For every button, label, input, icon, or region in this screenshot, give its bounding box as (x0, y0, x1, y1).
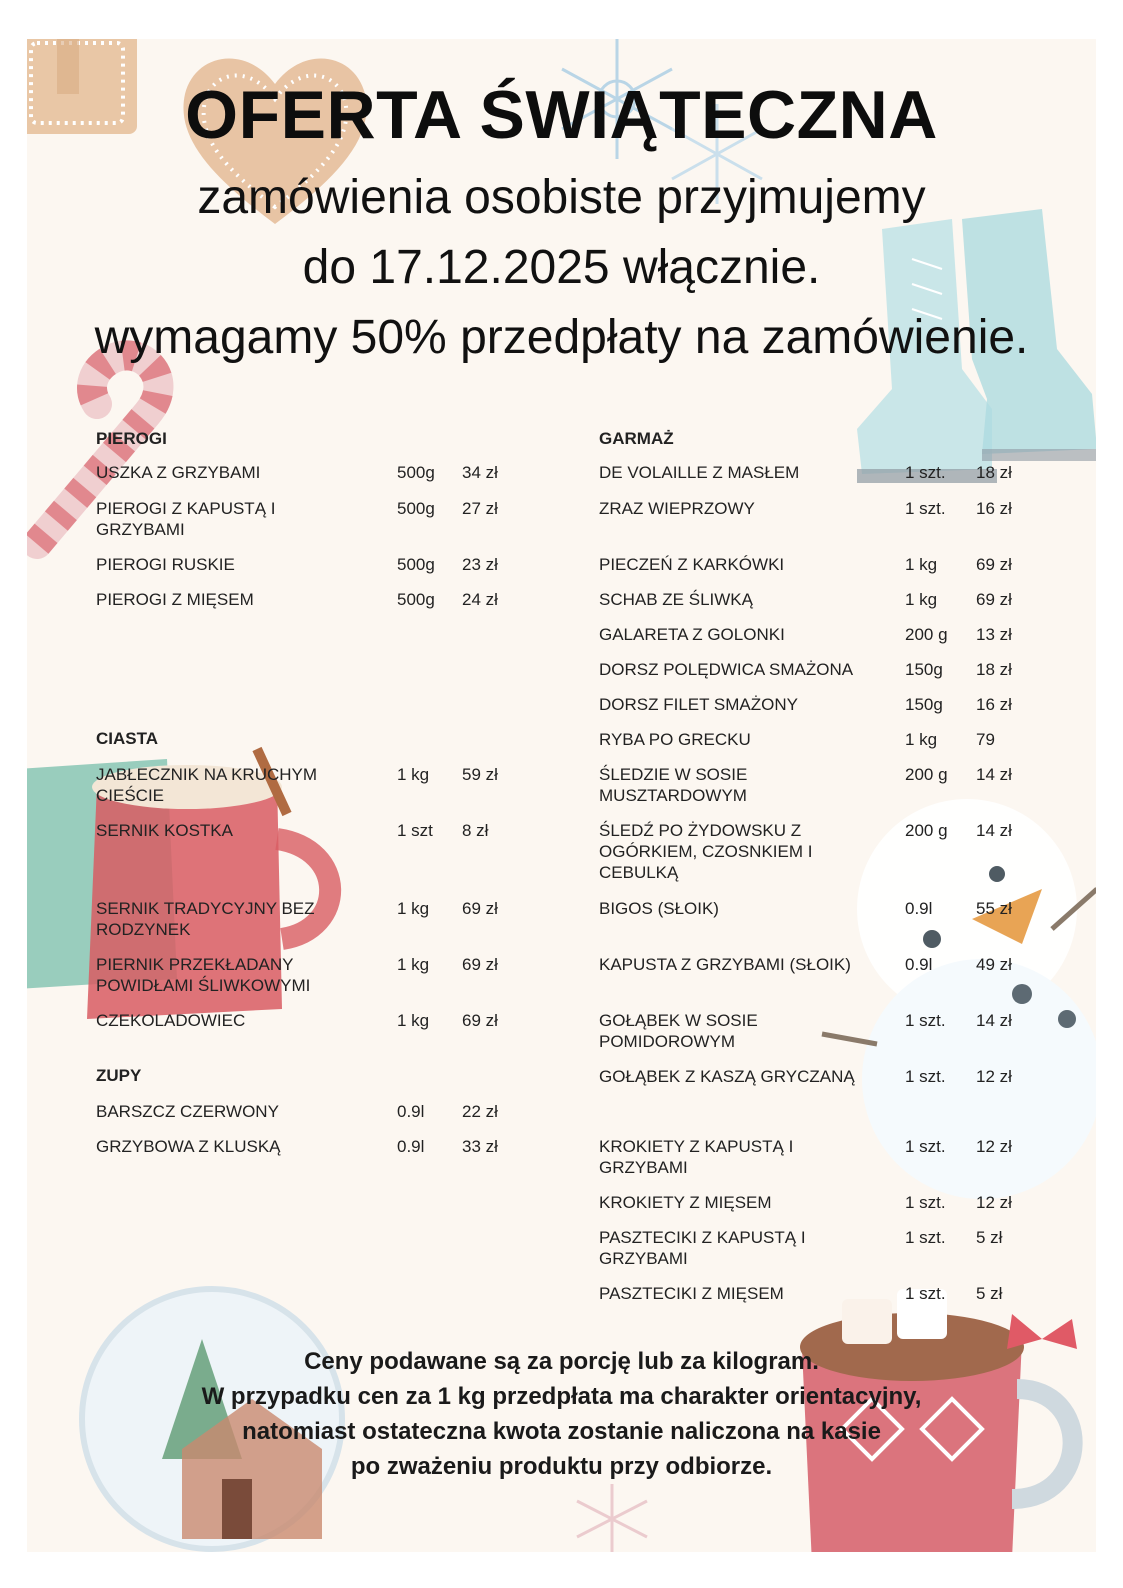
section-heading-zupy: ZUPY (96, 1066, 142, 1085)
item-quantity: 500g (397, 499, 435, 518)
section-heading-garmaz: GARMAŻ (599, 429, 674, 448)
item-quantity: 500g (397, 590, 435, 609)
item-quantity: 0.9l (397, 1137, 425, 1156)
item-name: RYBA PO GRECKU (599, 730, 751, 749)
left-column (96, 39, 516, 1339)
item-quantity: 1 szt (397, 821, 433, 840)
item-quantity: 150g (905, 695, 943, 714)
item-quantity: 200 g (905, 625, 948, 644)
item-quantity: 150g (905, 660, 943, 679)
item-quantity: 1 szt. (905, 1011, 946, 1030)
item-name: DORSZ FILET SMAŻONY (599, 695, 798, 714)
item-price: 18 zł (976, 463, 1012, 482)
item-name: SERNIK TRADYCYJNY BEZ RODZYNEK (96, 899, 315, 939)
subtitle-line-1: zamówienia osobiste przyjmujemy (197, 171, 926, 224)
item-price: 69 zł (462, 955, 498, 974)
item-quantity: 1 szt. (905, 1193, 946, 1212)
footer-line-4: po zważeniu produktu przy odbiorze. (350, 1453, 773, 1480)
item-price: 12 zł (976, 1067, 1012, 1086)
item-quantity: 1 szt. (905, 1284, 946, 1303)
item-quantity: 1 kg (397, 899, 430, 918)
subtitle-line-3: wymagamy 50% przedpłaty na zamówienie. (94, 311, 1029, 364)
item-quantity: 1 szt. (905, 463, 946, 482)
item-price: 5 zł (976, 1228, 1003, 1247)
item-quantity: 500g (397, 463, 435, 482)
item-price: 55 zł (976, 899, 1012, 918)
item-name: PIEROGI Z KAPUSTĄ I GRZYBAMI (96, 499, 276, 539)
page-title: OFERTA ŚWIĄTECZNA (185, 77, 938, 153)
item-quantity: 200 g (905, 821, 948, 840)
footer-note (27, 1344, 1096, 1484)
item-quantity: 200 g (905, 765, 948, 784)
item-name: PASZTECIKI Z KAPUSTĄ I GRZYBAMI (599, 1228, 806, 1268)
item-price: 23 zł (462, 555, 498, 574)
subtitle-line-2: do 17.12.2025 włącznie. (302, 241, 821, 294)
right-column (599, 39, 1039, 1339)
footer-line-2: W przypadku cen za 1 kg przedpłata ma charakter orientacyjny, (201, 1383, 922, 1410)
item-name: DE VOLAILLE Z MASŁEM (599, 463, 800, 482)
item-name: PIECZEŃ Z KARKÓWKI (599, 555, 785, 574)
item-price: 18 zł (976, 660, 1012, 679)
item-name: PIEROGI Z MIĘSEM (96, 590, 254, 609)
item-price: 24 zł (462, 590, 498, 609)
menu-sheet (27, 39, 1096, 1552)
item-price: 33 zł (462, 1137, 498, 1156)
item-name: SCHAB ZE ŚLIWKĄ (599, 590, 753, 609)
item-name: GRZYBOWA Z KLUSKĄ (96, 1137, 281, 1156)
item-name: PIERNIK PRZEKŁADANY POWIDŁAMI ŚLIWKOWYMI (96, 955, 311, 995)
item-name: GOŁĄBEK Z KASZĄ GRYCZANĄ (599, 1067, 855, 1086)
section-heading-pierogi: PIEROGI (96, 429, 167, 448)
item-price: 49 zł (976, 955, 1012, 974)
item-quantity: 500g (397, 555, 435, 574)
item-name: KROKIETY Z MIĘSEM (599, 1193, 772, 1212)
item-quantity: 1 kg (397, 765, 430, 784)
item-price: 12 zł (976, 1193, 1012, 1212)
item-quantity: 1 kg (397, 1011, 430, 1030)
item-name: JABŁECZNIK NA KRUCHYM CIEŚCIE (96, 765, 318, 805)
footer-line-3: natomiast ostateczna kwota zostanie naliczona na kasie (242, 1418, 881, 1445)
item-name: KAPUSTA Z GRZYBAMI (SŁOIK) (599, 955, 851, 974)
item-name: CZEKOLADOWIEC (96, 1011, 246, 1030)
item-name: PIEROGI RUSKIE (96, 555, 235, 574)
item-name: ŚLEDŹ PO ŻYDOWSKU Z OGÓRKIEM, CZOSNKIEM I CEBULKĄ (599, 821, 813, 882)
item-quantity: 1 szt. (905, 499, 946, 518)
item-name: KROKIETY Z KAPUSTĄ I GRZYBAMI (599, 1137, 794, 1177)
item-price: 69 zł (976, 590, 1012, 609)
item-quantity: 0.9l (905, 955, 933, 974)
snowflake-icon (567, 1479, 657, 1552)
item-price: 69 zł (976, 555, 1012, 574)
item-quantity: 1 kg (905, 555, 938, 574)
item-price: 69 zł (462, 899, 498, 918)
item-quantity: 1 szt. (905, 1067, 946, 1086)
item-quantity: 1 szt. (905, 1137, 946, 1156)
item-price: 5 zł (976, 1284, 1003, 1303)
item-price: 34 zł (462, 463, 498, 482)
item-price: 14 zł (976, 765, 1012, 784)
item-quantity: 1 kg (905, 730, 938, 749)
item-name: GALARETA Z GOLONKI (599, 625, 785, 644)
item-name: BIGOS (SŁOIK) (599, 899, 719, 918)
item-price: 16 zł (976, 499, 1012, 518)
item-price: 14 zł (976, 821, 1012, 840)
item-price: 79 (976, 730, 995, 749)
item-quantity: 1 kg (905, 590, 938, 609)
section-heading-ciasta: CIASTA (96, 729, 159, 748)
item-name: SERNIK KOSTKA (96, 821, 233, 840)
item-price: 8 zł (462, 821, 489, 840)
footer-line-1: Ceny podawane są za porcję lub za kilogram. (304, 1348, 819, 1375)
item-name: ŚLEDZIE W SOSIE MUSZTARDOWYM (599, 765, 748, 805)
item-quantity: 1 kg (397, 955, 430, 974)
item-name: BARSZCZ CZERWONY (96, 1102, 279, 1121)
item-name: ZRAZ WIEPRZOWY (599, 499, 755, 518)
item-price: 12 zł (976, 1137, 1012, 1156)
item-price: 14 zł (976, 1011, 1012, 1030)
item-name: GOŁĄBEK W SOSIE POMIDOROWYM (599, 1011, 758, 1051)
item-price: 22 zł (462, 1102, 498, 1121)
item-name: USZKA Z GRZYBAMI (96, 463, 261, 482)
item-price: 16 zł (976, 695, 1012, 714)
item-quantity: 0.9l (905, 899, 933, 918)
item-quantity: 0.9l (397, 1102, 425, 1121)
item-quantity: 1 szt. (905, 1228, 946, 1247)
item-price: 69 zł (462, 1011, 498, 1030)
item-price: 27 zł (462, 499, 498, 518)
item-price: 13 zł (976, 625, 1012, 644)
item-name: DORSZ POLĘDWICA SMAŻONA (599, 660, 854, 679)
item-name: PASZTECIKI Z MIĘSEM (599, 1284, 784, 1303)
item-price: 59 zł (462, 765, 498, 784)
